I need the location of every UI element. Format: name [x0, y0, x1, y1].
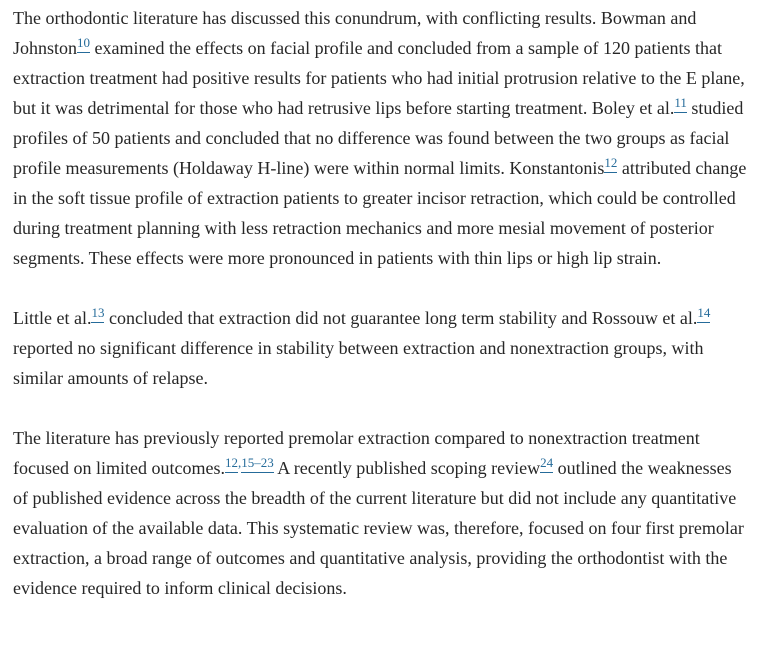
citation-link-24[interactable]: 24	[540, 455, 554, 470]
body-text: reported no significant difference in stability between extraction and nonextraction groups, with similar amounts of relapse.	[13, 338, 704, 388]
citation-link-14[interactable]: 14	[697, 305, 711, 320]
body-text: Little et al.	[13, 308, 92, 328]
body-text: The literature has previously reported premolar extraction compared to nonextraction treatment focused on limited outcomes.	[13, 428, 700, 478]
citation-link-12[interactable]: 12	[604, 155, 618, 170]
body-text: examined the effects on facial profile and concluded from a sample of 120 patients that extraction treatment had positive results for patients who had initial protrusion relative to the E plane, but it was detrimental for those who had retrusive lips before starting treatment. Boley et al.	[13, 38, 745, 118]
citation-link-12[interactable]: 12	[224, 455, 238, 470]
body-text: concluded that extraction did not guarantee long term stability and Rossouw et al.	[104, 308, 698, 328]
body-text: The orthodontic literature has discussed this conundrum, with conflicting results. Bowman and Johnston	[13, 8, 697, 58]
citation-link-13[interactable]: 13	[91, 305, 105, 320]
citation-link-10[interactable]: 10	[77, 35, 91, 50]
paragraph	[13, 303, 750, 393]
paragraph	[13, 3, 750, 273]
body-text: studied profiles of 50 patients and concluded that no difference was found between the two groups as facial profile measurements (Holdaway H-line) were within normal limits. Konstantonis	[13, 98, 744, 178]
citation-link-11[interactable]: 11	[674, 95, 687, 110]
paragraph	[13, 423, 750, 603]
body-text: outlined the weaknesses of published evidence across the breadth of the current literature but did not include any quantitative evaluation of the available data. This systematic review was, therefore, focused on four first premolar extraction, a broad range of outcomes and quantitative analysis, providing the orthodontist with the evidence required to inform clinical decisions.	[13, 458, 744, 598]
body-text: A recently published scoping review	[273, 458, 541, 478]
citation-separator: ,	[237, 455, 242, 470]
body-text: attributed change in the soft tissue profile of extraction patients to greater incisor retraction, which could be controlled during treatment planning with less retraction mechanics and more mesial movement of posterior segments. These effects were more pronounced in patients with thin lips or high lip strain.	[13, 158, 747, 268]
citation-link-15-23[interactable]: 15–23	[241, 455, 274, 470]
